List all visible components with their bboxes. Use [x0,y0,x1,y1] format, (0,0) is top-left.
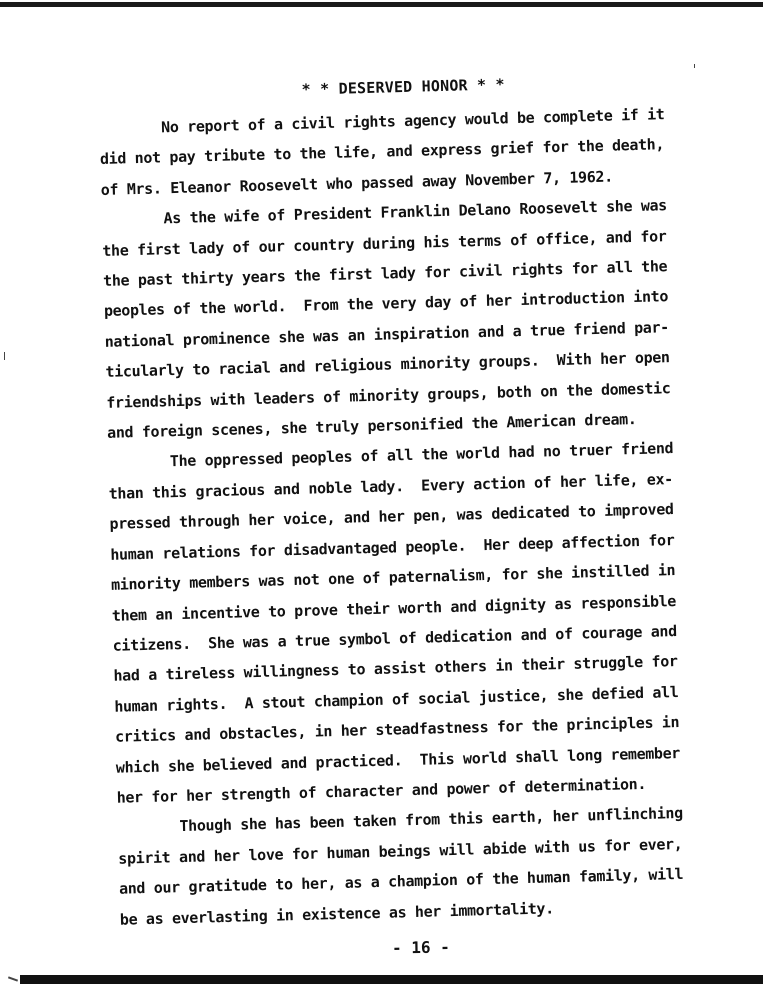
paragraph-1 [99,98,711,205]
text-line: human relations for disadvantaged people. Her deep affection for [110,530,675,564]
text-line: spirit and her love for human beings will abide with us for ever, [118,834,683,868]
text-line: friendships with leaders of minority groups, both on the domestic [106,378,671,412]
text-line: human rights. A stout champion of social justice, she defied all [114,682,679,716]
text-line: No report of a civil rights agency would be complete if it [160,105,665,137]
scan-speck [4,352,5,360]
paragraph-3 [108,432,727,813]
paragraph-4 [117,797,730,935]
text-line: national prominence she was an inspiration and a true friend par- [104,317,670,351]
text-line: citizens. She was a true symbol of dedication and of courage and [112,621,678,655]
text-line: the past thirty years the first lady for civil rights for all the [102,257,668,290]
text-line: critics and obstacles, in her steadfastness for the principles in [114,713,680,746]
scan-speck [8,976,18,981]
text-line: pressed through her voice, and her pen, was dedicated to improved [109,500,674,534]
text-line: her for her strength of character and power of determination. [116,774,647,807]
top-border-rule [0,2,763,7]
text-line: be as everlasting in existence as her immortality. [119,898,555,929]
text-line: of Mrs. Eleanor Roosevelt who passed away November 7, 1962. [100,167,614,199]
text-line: which she believed and practiced. This world shall long remember [115,743,681,777]
text-line: As the wife of President Franklin Delano Roosevelt she was [163,196,668,228]
text-line: and foreign scenes, she truly personified the American dream. [106,410,637,442]
text-line: Though she has been taken from this earth, her unflinching [179,804,684,836]
bottom-border-rule [20,975,763,984]
page-title: * * DESERVED HONOR * * [301,75,505,99]
text-line: did not pay tribute to the life, and express grief for the death, [99,135,665,169]
document-page [98,68,730,935]
page-number: - 16 - [391,937,450,958]
scan-speck [694,64,695,68]
paragraph-2 [101,189,717,448]
text-line: ticularly to racial and religious minority groups. With her open [105,348,670,382]
text-line: than this gracious and noble lady. Every action of her life, ex- [108,469,674,503]
text-line: peoples of the world. From the very day of her introduction into [103,287,669,321]
text-line: and our gratitude to her, as a champion of the human family, will [118,865,684,898]
text-line: The oppressed peoples of all the world had no truer friend [169,439,674,471]
text-line: had a tireless willingness to assist others in their struggle for [113,652,678,686]
text-line: the first lady of our country during his terms of office, and for [102,226,667,260]
text-line: them an incentive to prove their worth and dignity as responsible [111,591,677,625]
text-line: minority members was not one of paternalism, for she instilled in [110,561,676,594]
